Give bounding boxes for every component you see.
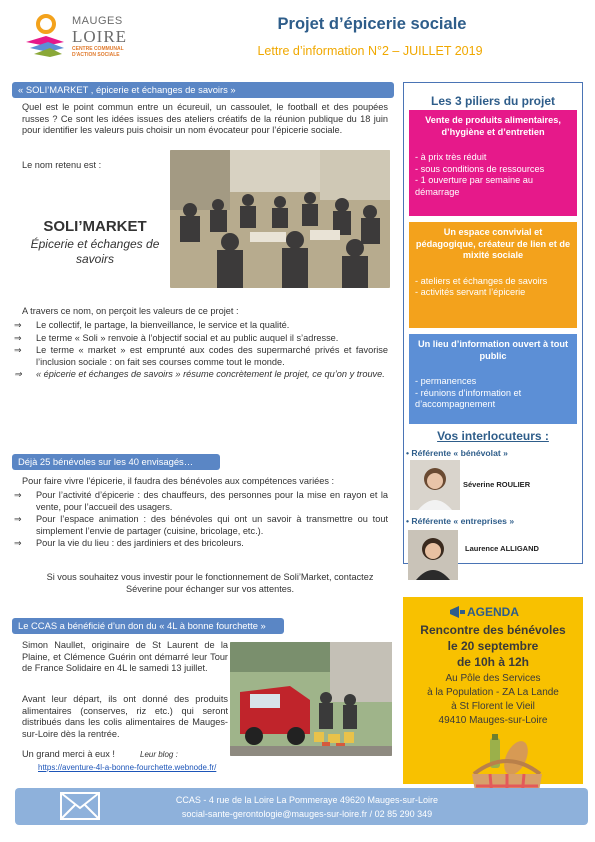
- ref2-name: Laurence ALLIGAND: [465, 544, 539, 553]
- pillar-title: Un lieu d’information ouvert à tout public: [417, 339, 569, 361]
- list-item: ⇒ Pour l’activité d’épicerie : des chauffeurs, des personnes pour la mise en rayon et la vente, pour l’accueil des usagers.: [14, 490, 388, 512]
- section3-p1: Simon Naullet, originaire de St Laurent de la Plaine, et Clémence Guérin ont démarré leur Tour de France Solidaire en 4L le samedi 13 juillet.: [22, 640, 228, 673]
- pillar-information-place: [409, 334, 577, 424]
- logo-line2: LOIRE: [72, 27, 128, 46]
- right-arrow-icon: ⇒: [14, 332, 22, 343]
- page-subtitle: Lettre d’information N°2 – JUILLET 2019: [257, 44, 483, 58]
- pillar-line: - activités servant l’épicerie: [415, 287, 526, 297]
- right-arrow-icon: ⇒: [14, 538, 22, 548]
- solimarket-name: SOLI’MARKET: [43, 218, 147, 235]
- pillar-line: - à prix très réduit: [415, 152, 487, 162]
- pillar-line: - permanences: [415, 376, 477, 386]
- right-arrow-icon: ⇒: [14, 345, 22, 355]
- section-bar-volunteers: Déjà 25 bénévoles sur les 40 envisagés…: [12, 454, 220, 470]
- agenda-place3: à St Florent le Vieil: [451, 701, 535, 712]
- right-arrow-icon: ⇒: [14, 514, 22, 524]
- logo-line1: MAUGES: [72, 15, 123, 27]
- pillar-line: - sous conditions de ressources: [415, 163, 545, 174]
- list-item: ⇒ « épicerie et échanges de savoirs » résume concrètement le projet, ce qu’on y trouve.: [14, 369, 385, 379]
- section2-intro: Pour faire vivre l’épicerie, il faudra des bénévoles aux compétences variées :: [22, 476, 335, 486]
- page-title: Projet d’épicerie sociale: [277, 15, 467, 33]
- agenda-place4: 49410 Mauges-sur-Loire: [438, 715, 548, 726]
- ref1-name: Séverine ROULIER: [463, 480, 531, 489]
- pillar-convivial-space: [409, 222, 577, 328]
- contacts-title: Vos interlocuteurs :: [437, 429, 549, 443]
- ref2-label: • Référente « entreprises »: [406, 516, 515, 526]
- volunteer-list: [14, 490, 388, 551]
- right-arrow-icon: ⇒: [14, 490, 22, 500]
- footer: [15, 788, 588, 825]
- donation-photo: [230, 642, 392, 756]
- avatar-laurence: [408, 530, 458, 580]
- section1-intro: Quel est le point commun entre un écureuil, un cassoulet, le football et des poupées russes ? Ce sont les idées issues des ateliers créatifs de la réunion publique du 18 juin pour identifier les valeurs puis choisir un nom évocateur pour l’épicerie sociale.: [22, 102, 388, 135]
- agenda-title: AGENDA: [466, 605, 519, 619]
- pillar-food-sales: [409, 110, 577, 216]
- pillar-line: - ateliers et échanges de savoirs: [415, 275, 548, 286]
- section1-values-intro: A travers ce nom, on perçoit les valeurs de ce projet :: [22, 306, 239, 316]
- footer-contact[interactable]: social-sante-gerontologie@mauges-sur-loire.fr / 02 85 290 349: [181, 809, 433, 819]
- logo-mark-icon: [24, 12, 68, 58]
- list-item: ⇒ Le terme « Soli » renvoie à l’objectif social et au public auquel il s’adresse.: [14, 332, 339, 343]
- section2-closing: Si vous souhaitez vous investir pour le fonctionnement de Soli’Market, contactez Séverine pour échanger sur vos attentes.: [46, 572, 374, 594]
- solimarket-subtitle: Épicerie et échanges de savoirs: [30, 237, 160, 266]
- pillar-title: Un espace convivial et pédagogique, créateur de lien et de mixité sociale: [415, 227, 571, 260]
- section-bar-solimarket: « SOLI’MARKET , épicerie et échanges de savoirs »: [12, 82, 394, 98]
- agenda-place2: à la Population - ZA La Lande: [427, 687, 559, 698]
- section-bar-donation: Le CCAS a bénéficié d’un don du « 4L à bonne fourchette »: [12, 618, 284, 634]
- blog-link[interactable]: https://aventure-4l-a-bonne-fourchette.webnode.fr/: [38, 763, 217, 772]
- section3-thanks: Un grand merci à eux !: [22, 749, 115, 759]
- footer-address: CCAS - 4 rue de la Loire La Pommeraye 49620 Mauges-sur-Loire: [175, 795, 439, 805]
- section3-p2: Avant leur départ, ils ont donné des produits alimentaires (conserves, riz etc.) qui seront distribués dans les colis alimentaires de Mauges-sur-Loire dès la rentrée.: [22, 694, 228, 739]
- list-item: ⇒ Le collectif, le partage, la bienveillance, le service et la qualité.: [14, 320, 290, 330]
- list-item: ⇒ Pour la vie du lieu : des jardiniers et des bricoleurs.: [14, 538, 244, 548]
- section1-retained: Le nom retenu est :: [22, 160, 102, 170]
- list-item: ⇒ Pour l’espace animation : des bénévoles qui ont un savoir à transmettre ou tout simplement l’envie de partager (cuisine, bricolage, etc.).: [14, 514, 388, 536]
- agenda-date: le 20 septembre: [447, 639, 539, 653]
- blog-label: Leur blog :: [140, 750, 178, 759]
- pillar-line: - 1 ouverture par semaine au démarrage: [415, 175, 533, 197]
- right-arrow-icon: ⇒: [14, 320, 22, 330]
- agenda-event: Rencontre des bénévoles: [420, 623, 566, 637]
- avatar-severine: [410, 460, 460, 510]
- pillar-line: - réunions d’information et d’accompagnement: [415, 387, 522, 409]
- values-list: [14, 320, 388, 382]
- right-arrow-icon: ⇒: [14, 369, 22, 379]
- logo-line3: CENTRE COMMUNAL D'ACTION SOCIALE: [72, 46, 124, 58]
- agenda-time: de 10h à 12h: [456, 655, 530, 669]
- meeting-photo: [170, 150, 390, 288]
- ccas-logo: [14, 12, 154, 60]
- agenda-place1: Au Pôle des Services: [445, 673, 541, 684]
- ref1-label: • Référente « bénévolat »: [406, 448, 508, 458]
- pillars-title: Les 3 piliers du projet: [430, 94, 556, 108]
- list-item: ⇒ Le terme « market » est emprunté aux codes des supermarché privés et favorise l’inclusion sociale : on fait ses courses comme tout le monde.: [14, 345, 388, 367]
- envelope-icon: [60, 792, 100, 820]
- pillar-title: Vente de produits alimentaires, d’hygiène et d’entretien: [425, 115, 561, 137]
